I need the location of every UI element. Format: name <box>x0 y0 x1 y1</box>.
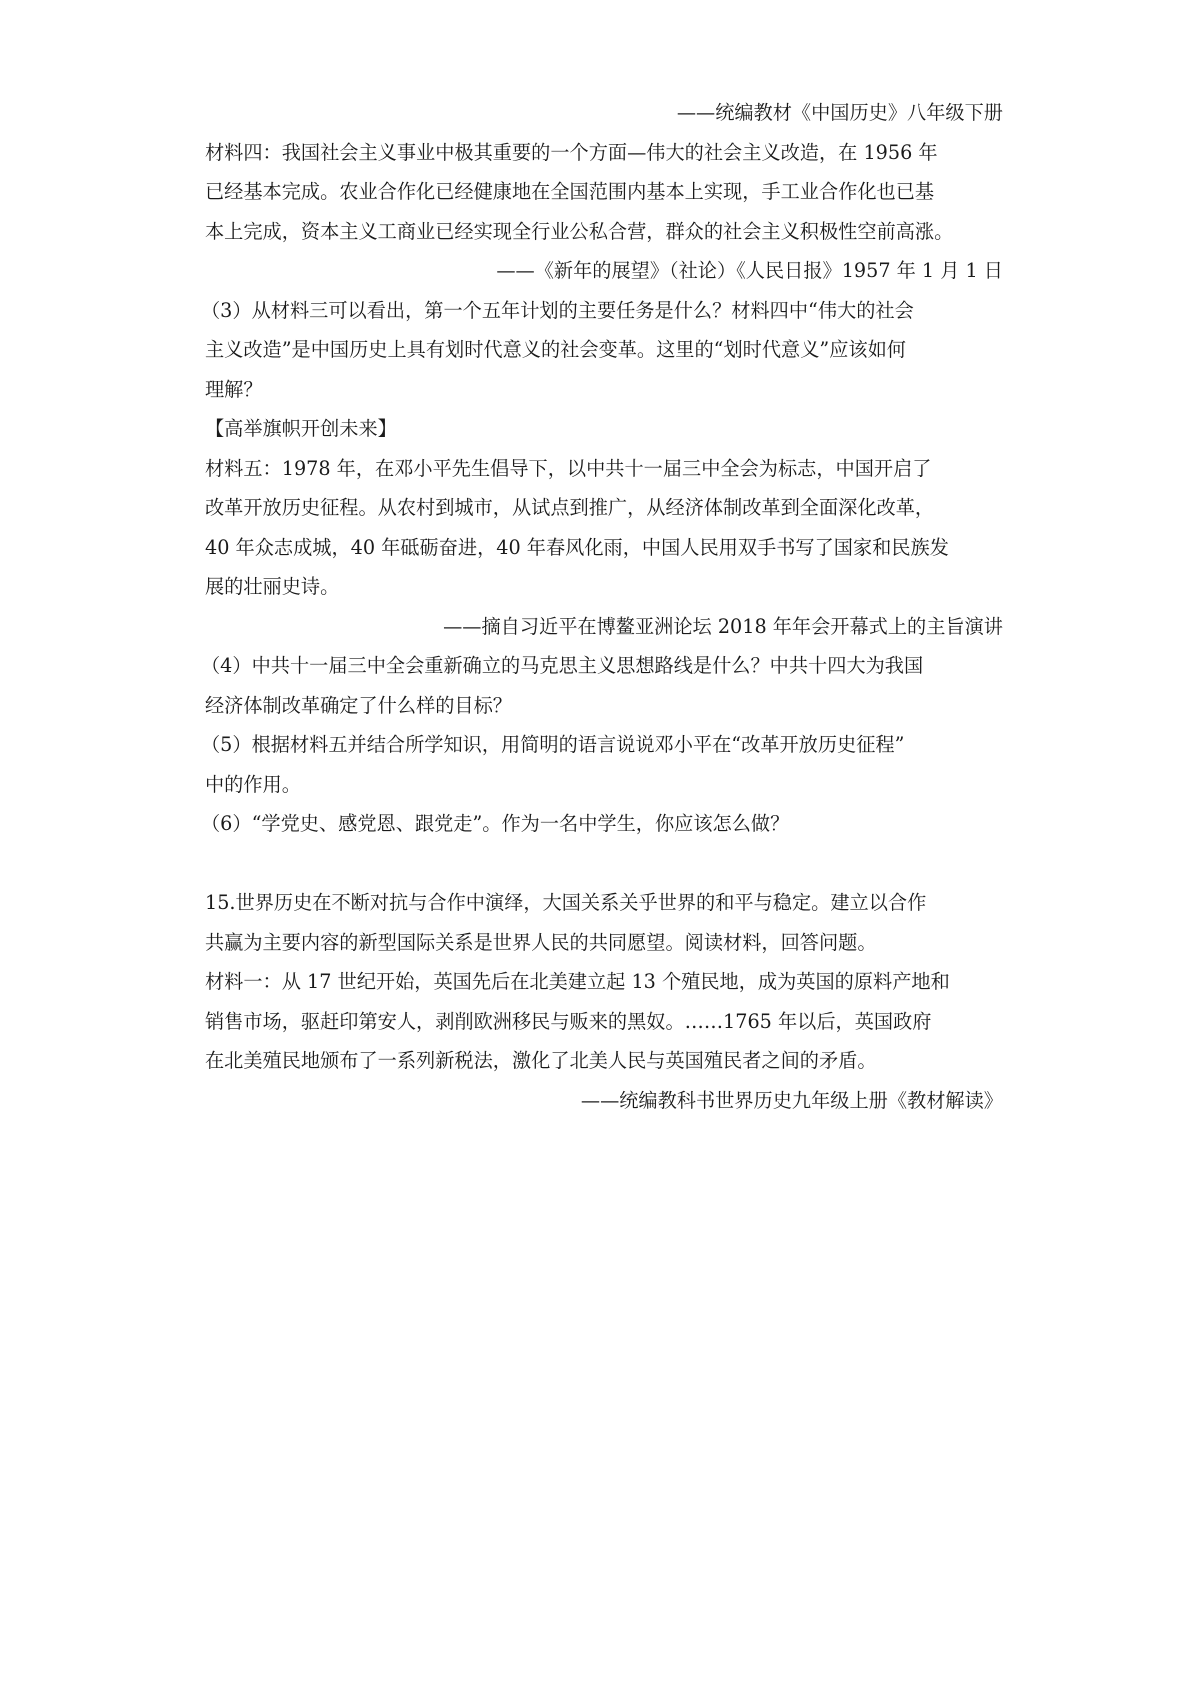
blank-gap <box>205 844 1003 884</box>
material1-line-3: 在北美殖民地颁布了一系列新税法，激化了北美人民与英国殖民者之间的矛盾。 <box>205 1049 877 1072</box>
material5-line-3: 40 年众志成城，40 年砥砺奋进，40 年春风化雨，中国人民用双手书写了国家和民族发 <box>205 535 949 559</box>
question5-line-1: （5）根据材料五并结合所学知识，用简明的语言说说邓小平在“改革开放历史征程” <box>201 733 905 756</box>
question4-line-2: 经济体制改革确定了什么样的目标？ <box>205 693 512 717</box>
question4-line-1: （4）中共十一届三中全会重新确立的马克思主义思想路线是什么？中共十四大为我国 <box>201 654 924 677</box>
question15-line-1: 15.世界历史在不断对抗与合作中演绎，大国关系关乎世界的和平与稳定。建立以合作 <box>205 891 927 914</box>
material5-line-2: 改革开放历史征程。从农村到城市，从试点到推广，从经济体制改革到全面深化改革， <box>205 496 935 519</box>
material1-line-1: 材料一：从 17 世纪开始，英国先后在北美建立起 13 个殖民地，成为英国的原料产地和 <box>205 970 950 993</box>
question6-line-1: （6）“学党史、感党恩、跟党走”。作为一名中学生，你应该怎么做？ <box>201 812 790 835</box>
question3-line-1: （3）从材料三可以看出，第一个五年计划的主要任务是什么？材料四中“伟大的社会 <box>201 298 914 322</box>
question5-line-2: 中的作用。 <box>205 772 301 796</box>
section-heading: 【高举旗帜开创未来】 <box>205 417 397 440</box>
question3-line-3: 理解？ <box>205 377 263 401</box>
material1-source: ——统编教科书世界历史九年级上册《教材解读》 <box>580 1088 1003 1112</box>
material3-source: ——统编教材《中国历史》八年级下册 <box>676 101 1003 124</box>
material4-line-1: 材料四：我国社会主义事业中极其重要的一个方面—伟大的社会主义改造，在 1956 年 <box>205 140 938 164</box>
material5-line-1: 材料五：1978 年，在邓小平先生倡导下，以中共十一届三中全会为标志，中国开启了 <box>205 456 932 480</box>
material1-line-2: 销售市场，驱赶印第安人，剥削欧洲移民与贩来的黑奴。……1765 年以后，英国政府 <box>205 1009 932 1033</box>
material4-source: ——《新年的展望》（社论）《人民日报》1957 年 1 月 1 日 <box>496 259 1003 282</box>
material5-line-4: 展的壮丽史诗。 <box>205 575 340 598</box>
question15-line-2: 共赢为主要内容的新型国际关系是世界人民的共同愿望。阅读材料，回答问题。 <box>205 930 877 954</box>
material5-source: ——摘自习近平在博鳌亚洲论坛 2018 年年会开幕式上的主旨演讲 <box>443 614 1003 638</box>
question3-line-2: 主义改造”是中国历史上具有划时代意义的社会变革。这里的“划时代意义”应该如何 <box>205 338 906 361</box>
material4-line-2: 已经基本完成。农业合作化已经健康地在全国范围内基本上实现，手工业合作化也已基 <box>205 180 935 203</box>
material4-line-3: 本上完成，资本主义工商业已经实现全行业公私合营，群众的社会主义积极性空前高涨。 <box>205 219 954 243</box>
document-content <box>201 93 1003 1120</box>
